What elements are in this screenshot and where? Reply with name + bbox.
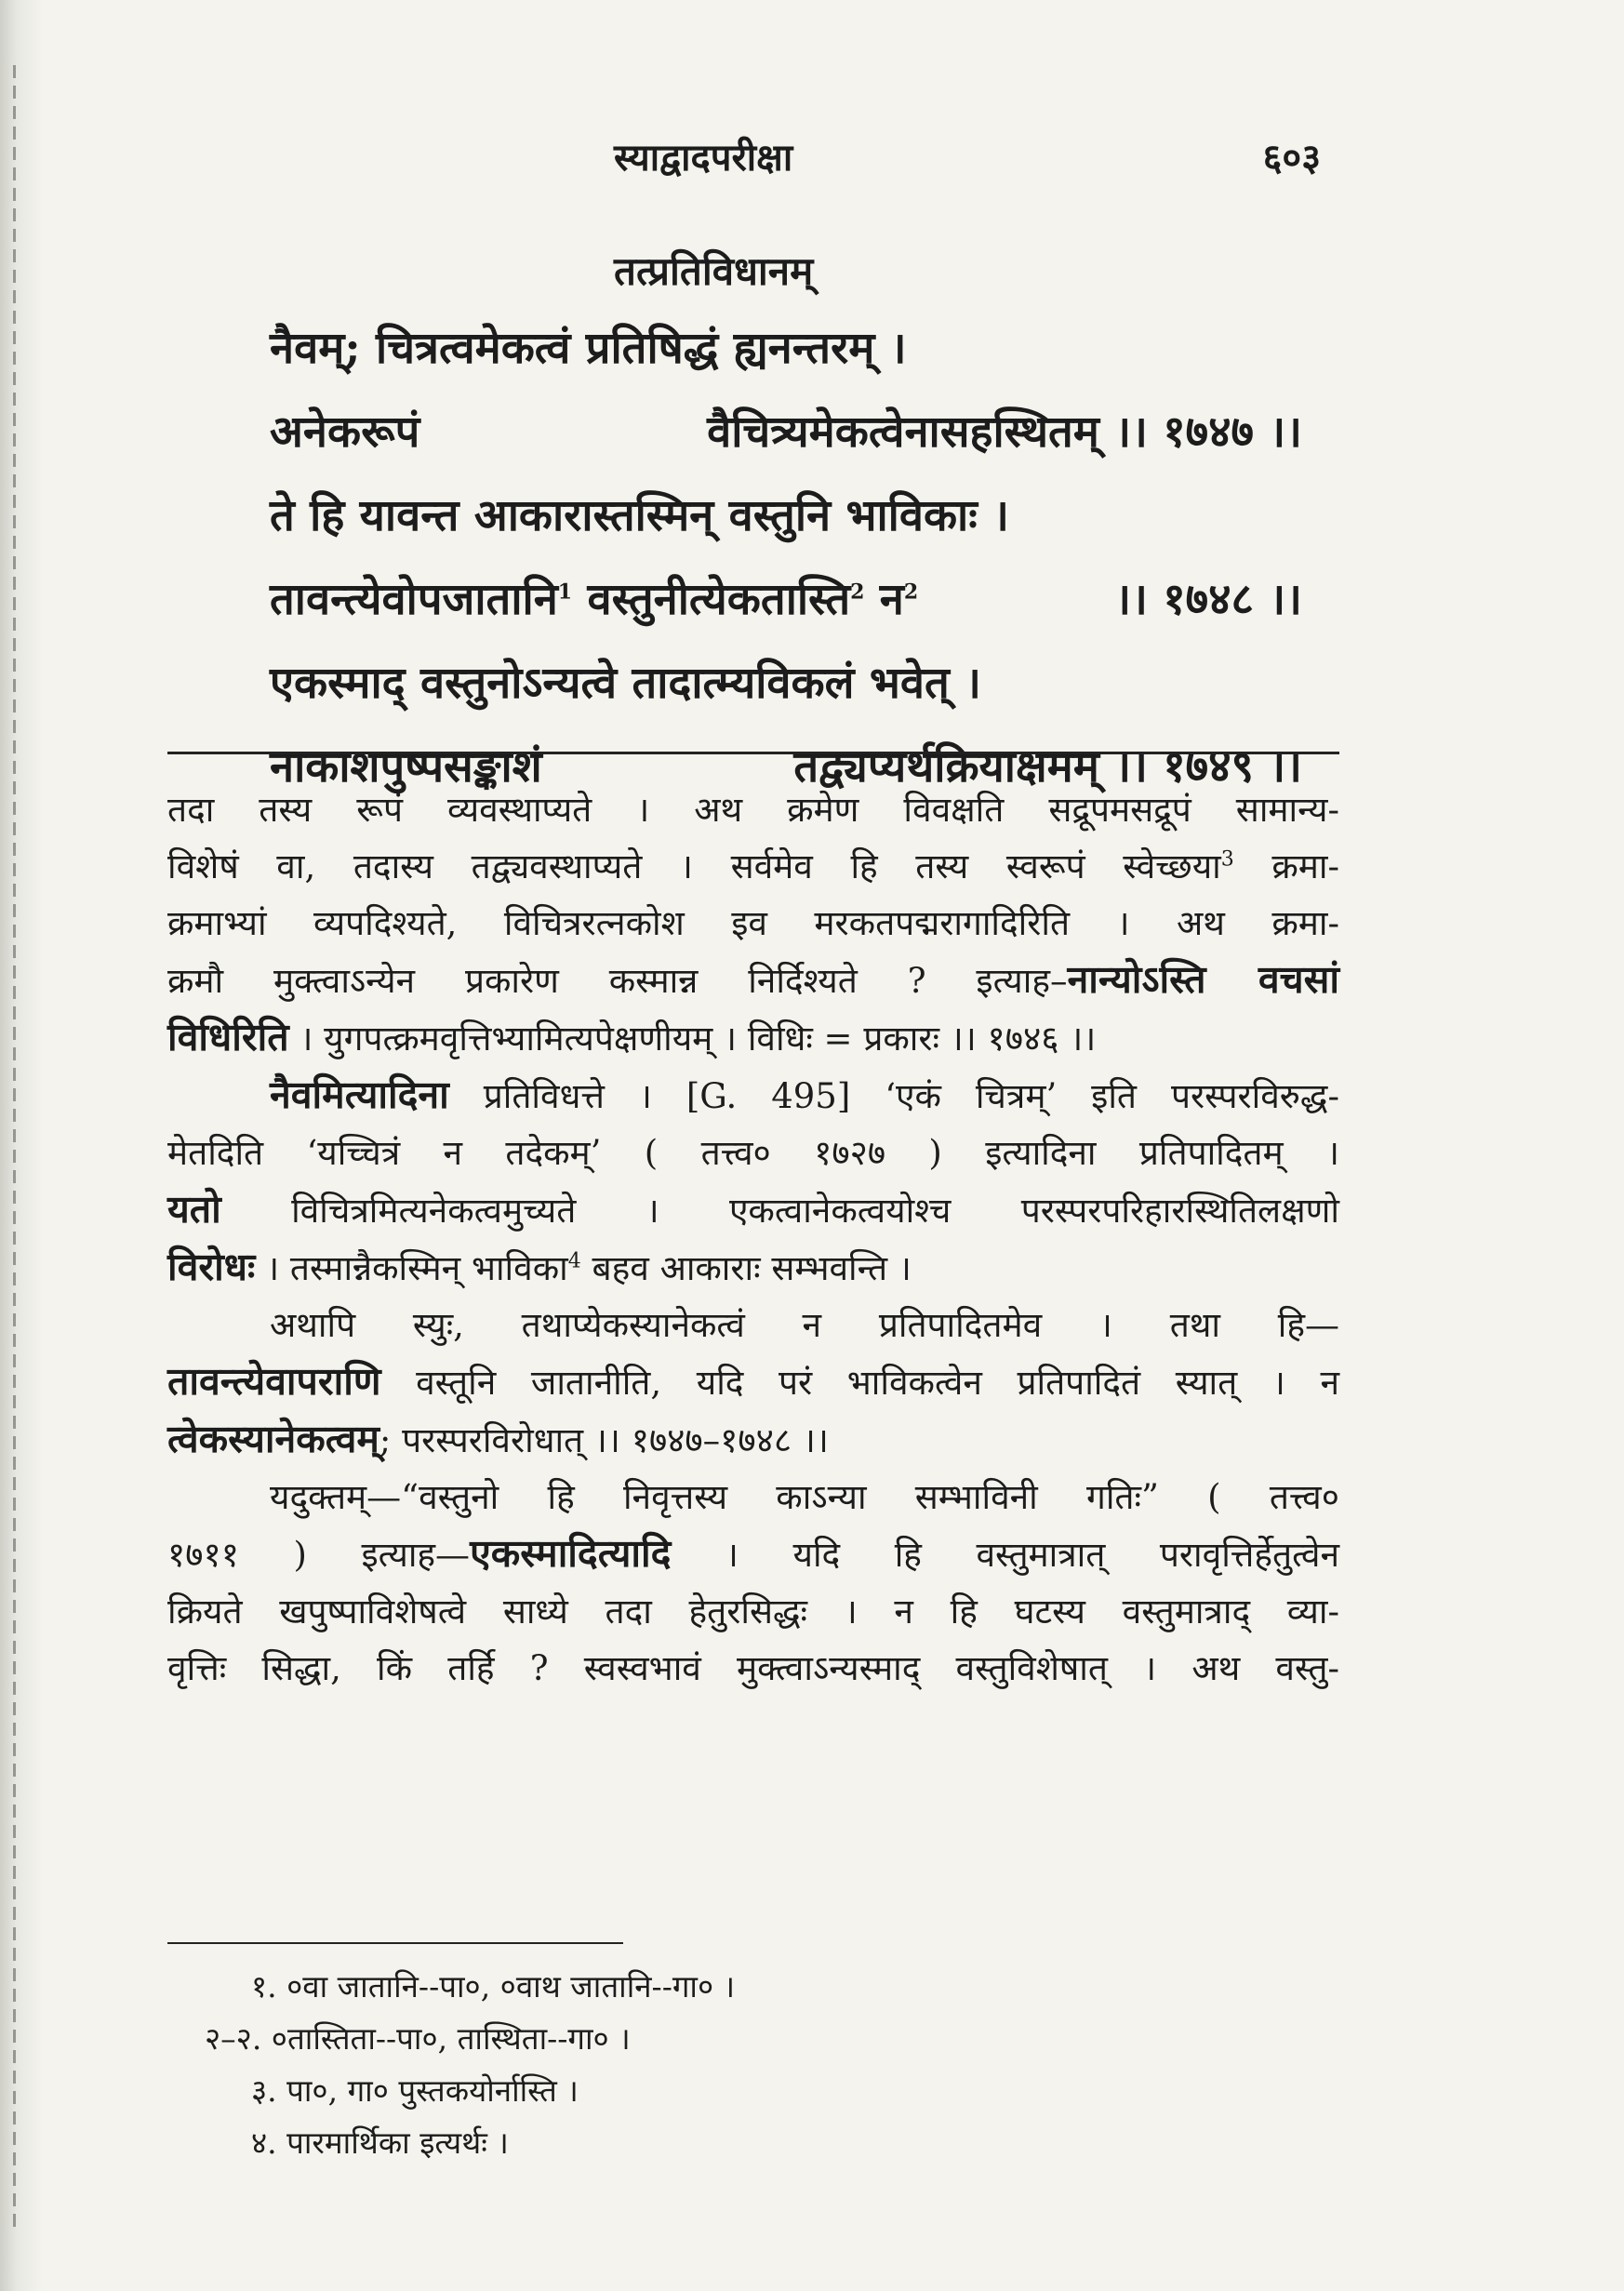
commentary-line xyxy=(167,1239,1339,1297)
footnote-marker: 3 xyxy=(1220,847,1234,872)
pratika-text: यतो xyxy=(167,1187,221,1232)
commentary-line: तदा तस्य रूपं व्यवस्थाप्यते । अथ क्रमेण विवक्षति सद्रूपमसद्रूपं सामान्य- xyxy=(167,790,1339,830)
verse-text: नैवम्; चित्रत्वमेकत्वं प्रतिषिद्धं ह्यनन्तरम् । xyxy=(270,323,907,374)
verse-text-end: वैचित्र्यमेकत्वेनासहस्थितम् ।। १७४७ ।। xyxy=(707,406,1302,458)
commentary-text: । युगपत्क्रमवृत्तिभ्यामित्यपेक्षणीयम् । विधिः = प्रकारः ।। १७४६ ।। xyxy=(288,1019,1097,1059)
verse-text: नाकाशपुष्पसङ्काशं xyxy=(270,741,542,793)
verse-line xyxy=(270,642,1302,726)
verse-line xyxy=(270,558,1302,642)
verse-line xyxy=(270,307,1302,391)
footnote-marker: 2 xyxy=(903,579,919,605)
footnote: ३. पा०, गा० पुस्तकयोर्नास्ति । xyxy=(251,2072,579,2109)
commentary-text: प्रतिविधत्ते । [G. 495] ‘एकं चित्रम्’ इति परस्परविरुद्ध- xyxy=(448,1076,1339,1116)
commentary-text: । यदि हि वस्तुमात्रात् परावृत्तिर्हेतुत्वेन xyxy=(671,1535,1339,1575)
commentary-line: क्रियते खपुष्पाविशेषत्वे साध्ये तदा हेतुरसिद्धः । न हि घटस्य वस्तुमात्राद् व्या- xyxy=(167,1592,1339,1632)
pratika-text: विरोधः xyxy=(167,1245,256,1289)
commentary-body xyxy=(167,781,1339,1697)
verse-text-part: वस्तुनीत्येकतास्ति xyxy=(572,574,851,625)
commentary-line xyxy=(167,1009,1339,1067)
commentary-text: ; परस्परविरोधात् ।। १७४७–१७४८ ।। xyxy=(379,1420,829,1460)
verse-separator-rule xyxy=(167,752,1339,754)
commentary-text: । तस्मान्नैकस्मिन् भाविका xyxy=(255,1248,568,1288)
verse-text-end: ।। १७४८ ।। xyxy=(1114,574,1302,625)
verse-text: एकस्माद् वस्तुनोऽन्यत्वे तादात्म्यविकलं भवेत् । xyxy=(270,658,981,709)
commentary-line xyxy=(167,1067,1339,1125)
footnote: ४. पारमार्थिका इत्यर्थः । xyxy=(251,2125,509,2161)
footnote-marker: 2 xyxy=(850,579,865,605)
verse-line xyxy=(270,474,1302,558)
verse-text xyxy=(270,558,918,642)
commentary-text: बहव आकाराः सम्भवन्ति । xyxy=(580,1248,912,1288)
footnote-separator-rule xyxy=(167,1942,623,1944)
verse-text: ते हि यावन्त आकारास्तस्मिन् वस्तुनि भाविकाः । xyxy=(270,490,1009,541)
commentary-line: वृत्तिः सिद्धा, किं तर्हि ? स्वस्वभावं मुक्त्वाऽन्यस्माद् वस्तुविशेषात् । अथ वस्तु- xyxy=(167,1648,1339,1688)
section-heading: तत्प्रतिविधानम् xyxy=(614,248,814,294)
footnote: २–२. ०तास्तिता--पा०, तास्थिता--गा० । xyxy=(205,2020,631,2057)
commentary-line xyxy=(167,1353,1339,1411)
commentary-line: क्रमाभ्यां व्यपदिश्यते, विचित्ररत्नकोश इव मरकतपद्मरागादिरिति । अथ क्रमा- xyxy=(167,903,1339,943)
commentary-line: अथापि स्युः, तथाप्येकस्यानेकत्वं न प्रतिपादितमेव । तथा हि— xyxy=(270,1305,1339,1345)
footnote-marker: 4 xyxy=(567,1249,581,1273)
footnote-marker: 1 xyxy=(557,579,573,605)
commentary-line xyxy=(167,1181,1339,1239)
pratika-text: एकस्मादित्यादि xyxy=(470,1531,672,1576)
page-number: ६०३ xyxy=(1262,136,1321,180)
commentary-text: क्रमौ मुक्त्वाऽन्येन प्रकारेण कस्मान्न निर्दिश्यते ? इत्याह– xyxy=(167,961,1068,1001)
verse-text-end: तद्व्यप्यर्थक्रियाक्षमम् ।। १७४९ ।। xyxy=(793,741,1302,793)
commentary-text: विशेषं वा, तदास्य तद्व्यवस्थाप्यते । सर्वमेव हि तस्य स्वरूपं स्वेच्छया xyxy=(167,846,1221,886)
pratika-text: नान्योऽस्ति वचसां xyxy=(1067,957,1339,1002)
commentary-line xyxy=(167,838,1339,895)
verse-block xyxy=(270,307,1302,809)
pratika-text: नैवमित्यादिना xyxy=(270,1072,449,1117)
verse-text-part: तावन्त्येवोपजातानि xyxy=(270,574,558,625)
commentary-line xyxy=(167,1525,1339,1583)
commentary-line: यदुक्तम्—“वस्तुनो हि निवृत्तस्य काऽन्या सम्भाविनी गतिः” ( तत्त्व० xyxy=(270,1477,1339,1517)
footnotes xyxy=(205,1961,1042,2169)
pratika-text: त्वेकस्यानेकत्वम् xyxy=(167,1417,379,1461)
commentary-text: विचित्रमित्यनेकत्वमुच्यते । एकत्वानेकत्वयोश्च परस्परपरिहारस्थितिलक्षणो xyxy=(220,1191,1339,1231)
verse-line xyxy=(270,391,1302,474)
footnote: १. ०वा जातानि--पा०, ०वाथ जातानि--गा० । xyxy=(251,1968,736,2005)
pratika-text: विधिरिति xyxy=(167,1015,289,1059)
verse-text: अनेकरूपं xyxy=(270,406,420,458)
running-title: स्याद्वादपरीक्षा xyxy=(614,136,793,180)
verse-text-part: न xyxy=(864,574,904,625)
commentary-text: क्रमा- xyxy=(1233,846,1339,886)
page-header xyxy=(614,130,1321,195)
commentary-line: मेतदिति ‘यच्चित्रं न तदेकम्’ ( तत्त्व० १७२७ ) इत्यादिना प्रतिपादितम् । xyxy=(167,1133,1339,1173)
page-binding-edge xyxy=(0,0,43,2291)
commentary-line xyxy=(167,952,1339,1009)
commentary-line xyxy=(167,1411,1339,1469)
commentary-text: वस्तूनि जातानीति, यदि परं भाविकत्वेन प्रतिपादितं स्यात् । न xyxy=(380,1363,1339,1403)
commentary-text: १७११ ) इत्याह— xyxy=(167,1535,471,1575)
pratika-text: तावन्त्येवापराणि xyxy=(167,1359,381,1404)
